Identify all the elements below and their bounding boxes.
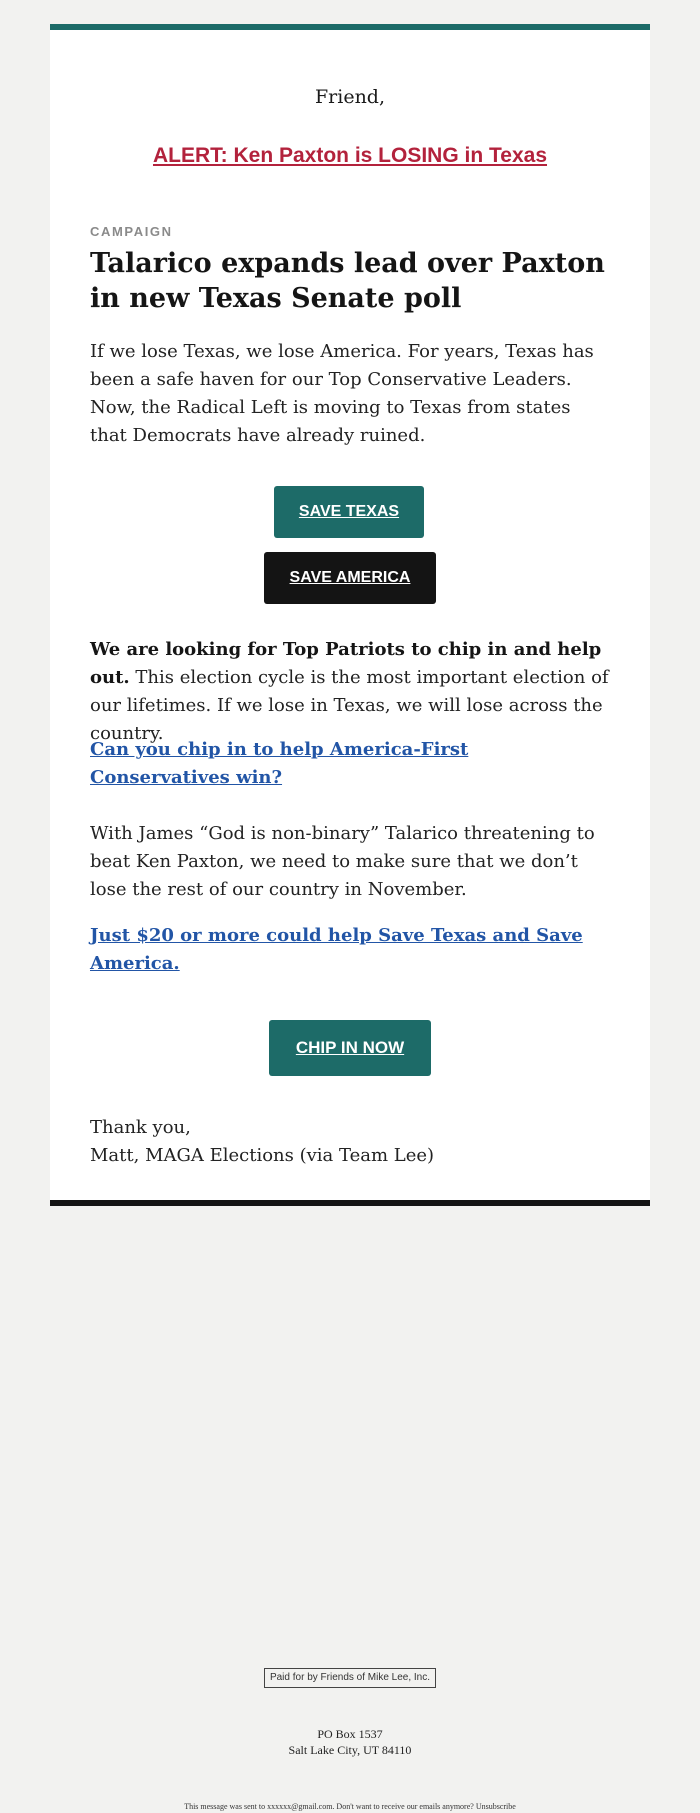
paid-for-disclaimer: Paid for by Friends of Mike Lee, Inc. (264, 1668, 436, 1688)
article-headline: Talarico expands lead over Paxton in new Texas Senate poll (90, 248, 605, 314)
intro-paragraph: If we lose Texas, we lose America. For years, Texas has been a safe haven for our Top Conservative Leaders. Now, the Radical Left is moving to Texas from states that Democrats have already ruined. (90, 341, 594, 446)
email-card (50, 24, 650, 1206)
signoff (90, 1114, 434, 1170)
mailing-address (0, 1726, 700, 1758)
appeal-rest-text: This election cycle is the most important election of our lifetimes. If we lose in Texas, we will lose across the country. (90, 667, 609, 744)
section-eyebrow: CAMPAIGN (90, 224, 173, 239)
appeal-bold-text: We are looking for Top Patriots to chip in and help out. (90, 639, 602, 688)
alert-headline-link[interactable]: ALERT: Ken Paxton is LOSING in Texas (152, 144, 548, 167)
address-line-1: PO Box 1537 (317, 1727, 383, 1741)
threat-paragraph: With James “God is non-binary” Talarico threatening to beat Ken Paxton, we need to make sure that we don’t lose the rest of our country in November. (90, 823, 595, 900)
save-texas-button[interactable]: SAVE TEXAS (274, 486, 424, 538)
footer-notice (0, 1802, 700, 1812)
footer-notice-text: This message was sent to xxxxxx@gmail.com. Don't want to receive our emails anymore? (184, 1802, 474, 1811)
signoff-thanks: Thank you, (90, 1117, 191, 1138)
greeting: Friend, (314, 86, 386, 108)
unsubscribe-link[interactable]: Unsubscribe (475, 1802, 516, 1811)
chip-in-now-button[interactable]: CHIP IN NOW (269, 1020, 431, 1076)
chip-in-link[interactable]: Can you chip in to help America-First Conservatives win? (90, 739, 469, 788)
save-america-button[interactable]: SAVE AMERICA (264, 552, 436, 604)
address-line-2: Salt Lake City, UT 84110 (288, 1743, 412, 1757)
twenty-dollar-link[interactable]: Just $20 or more could help Save Texas and Save America. (90, 925, 583, 974)
signoff-signature: Matt, MAGA Elections (via Team Lee) (90, 1145, 435, 1166)
appeal-paragraph (90, 636, 610, 748)
